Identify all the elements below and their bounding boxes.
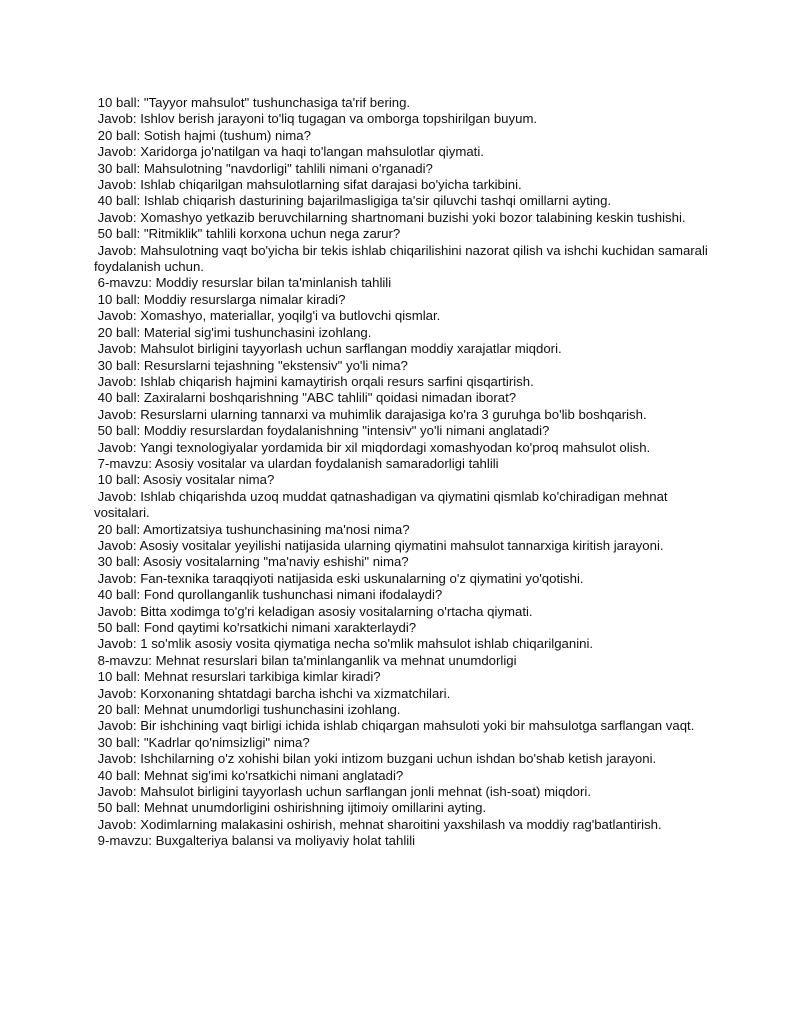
line-answer: Javob: Ishlab chiqarishda uzoq muddat qatnashadigan va qiymatini qismlab ko'chiradigan mehnat vositalari.: [94, 488, 672, 521]
line-answer: Javob: Ishchilarning o'z xohishi bilan yoki intizom buzgani uchun ishdan bo'shab ketish jarayoni.: [94, 751, 657, 767]
line-question: 50 ball: "Ritmiklik" tahlili korxona uchun nega zarur?: [94, 226, 401, 242]
line-question: 30 ball: Asosiy vositalarning "ma'naviy eshishi" nima?: [94, 554, 409, 570]
section-heading-7: 7-mavzu: Asosiy vositalar va ulardan foydalanish samaradorligi tahlili: [94, 455, 499, 471]
line-answer: Javob: Fan-texnika taraqqiyoti natijasida eski uskunalarning o'z qiymatini yo'qotishi.: [94, 570, 584, 586]
line-question: 20 ball: Material sig'imi tushunchasini izohlang.: [94, 324, 372, 340]
line-question: 20 ball: Sotish hajmi (tushum) nima?: [94, 127, 311, 143]
line-answer: Javob: Ishlab chiqarish hajmini kamaytirish orqali resurs sarfini qisqartirish.: [94, 373, 534, 389]
section-heading-9: 9-mavzu: Buxgalteriya balansi va moliyaviy holat tahlili: [94, 833, 416, 849]
line-question: 50 ball: Mehnat unumdorligini oshirishning ijtimoiy omillarini ayting.: [94, 800, 487, 816]
line-answer: Javob: Bir ishchining vaqt birligi ichida ishlab chiqargan mahsuloti yoki bir mahsulotga sarflangan vaqt.: [94, 718, 695, 734]
line-answer: Javob: Resurslarni ularning tannarxi va muhimlik darajasiga ko'ra 3 guruhga bo'lib boshqarish.: [94, 406, 647, 422]
line-answer: Javob: Xaridorga jo'natilgan va haqi to'langan mahsulotlar qiymati.: [94, 144, 484, 160]
line-question: 40 ball: Zaxiralarni boshqarishning "ABC tahlili" qoidasi nimadan iborat?: [94, 390, 517, 406]
line-answer: Javob: Yangi texnologiyalar yordamida bir xil miqdordagi xomashyodan ko'proq mahsulot olish.: [94, 439, 651, 455]
line-answer: Javob: Korxonaning shtatdagi barcha ishchi va xizmatchilari.: [94, 685, 451, 701]
line-answer: Javob: Xomashyo yetkazib beruvchilarning shartnomani buzishi yoki bozor talabining keskin tushishi.: [94, 209, 686, 225]
line-question-10-tayyor-mahsulot: 10 ball: "Tayyor mahsulot" tushunchasiga ta'rif bering.: [94, 95, 411, 110]
line-question: 10 ball: Moddiy resurslarga nimalar kiradi?: [94, 291, 346, 307]
section-heading-6: 6-mavzu: Moddiy resurslar bilan ta'minlanish tahlili: [94, 275, 392, 291]
line-question: 20 ball: Amortizatsiya tushunchasining ma'nosi nima?: [94, 521, 410, 537]
line-answer: Javob: Bitta xodimga to'g'ri keladigan asosiy vositalarning o'rtacha qiymati.: [94, 603, 533, 619]
line-question: 30 ball: Mahsulotning "navdorligi" tahlili nimani o'rganadi?: [94, 160, 433, 176]
line-question: 40 ball: Mehnat sig'imi ko'rsatkichi nimani anglatadi?: [94, 767, 404, 783]
section-heading-8: 8-mavzu: Mehnat resurslari bilan ta'minlanganlik va mehnat unumdorligi: [94, 652, 517, 668]
line-answer: Javob: 1 so'mlik asosiy vosita qiymatiga necha so'mlik mahsulot ishlab chiqarilganini.: [94, 636, 594, 652]
line-answer: Javob: Xomashyo, materiallar, yoqilg'i va butlovchi qismlar.: [94, 308, 441, 324]
line-question: 50 ball: Fond qaytimi ko'rsatkichi nimani xarakterlaydi?: [94, 620, 417, 635]
line-answer: Javob: Ishlov berish jarayoni to'liq tugagan va omborga topshirilgan buyum.: [94, 111, 538, 127]
document-text: [94, 95, 724, 850]
line-question: 40 ball: Ishlab chiqarish dasturining bajarilmasligiga ta'sir qiluvchi tashqi omillarni ayting.: [94, 193, 612, 209]
line-answer: Javob: Mahsulot birligini tayyorlash uchun sarflangan jonli mehnat (ish-soat) miqdori.: [94, 784, 591, 800]
line-question: 10 ball: Asosiy vositalar nima?: [94, 472, 275, 488]
line-question: 20 ball: Mehnat unumdorligi tushunchasini izohlang.: [94, 702, 401, 718]
line-question: 30 ball: "Kadrlar qo'nimsizligi" nima?: [94, 734, 310, 750]
line-question: 30 ball: Resurslarni tejashning "ekstensiv" yo'li nima?: [94, 357, 408, 373]
line-answer: Javob: Mahsulotning vaqt bo'yicha bir tekis ishlab chiqarilishini nazorat qilish va ishchi kuchidan samarali foydalanish uchun.: [94, 242, 712, 275]
line-answer: Javob: Xodimlarning malakasini oshirish, mehnat sharoitini yaxshilash va moddiy rag'batlantirish.: [94, 816, 662, 832]
line-answer: Javob: Asosiy vositalar yeyilishi natijasida ularning qiymatini mahsulot tannarxiga kiritish jarayoni.: [94, 537, 664, 553]
line-question: 50 ball: Moddiy resurslardan foydalanishning "intensiv" yo'li nimani anglatadi?: [94, 423, 550, 439]
line-answer: Javob: Ishlab chiqarilgan mahsulotlarning sifat darajasi bo'yicha tarkibini.: [94, 177, 522, 193]
line-question: 10 ball: Mehnat resurslari tarkibiga kimlar kiradi?: [94, 669, 381, 685]
line-question: 40 ball: Fond qurollanganlik tushunchasi nimani ifodalaydi?: [94, 587, 443, 603]
line-answer: Javob: Mahsulot birligini tayyorlash uchun sarflangan moddiy xarajatlar miqdori.: [94, 341, 562, 357]
